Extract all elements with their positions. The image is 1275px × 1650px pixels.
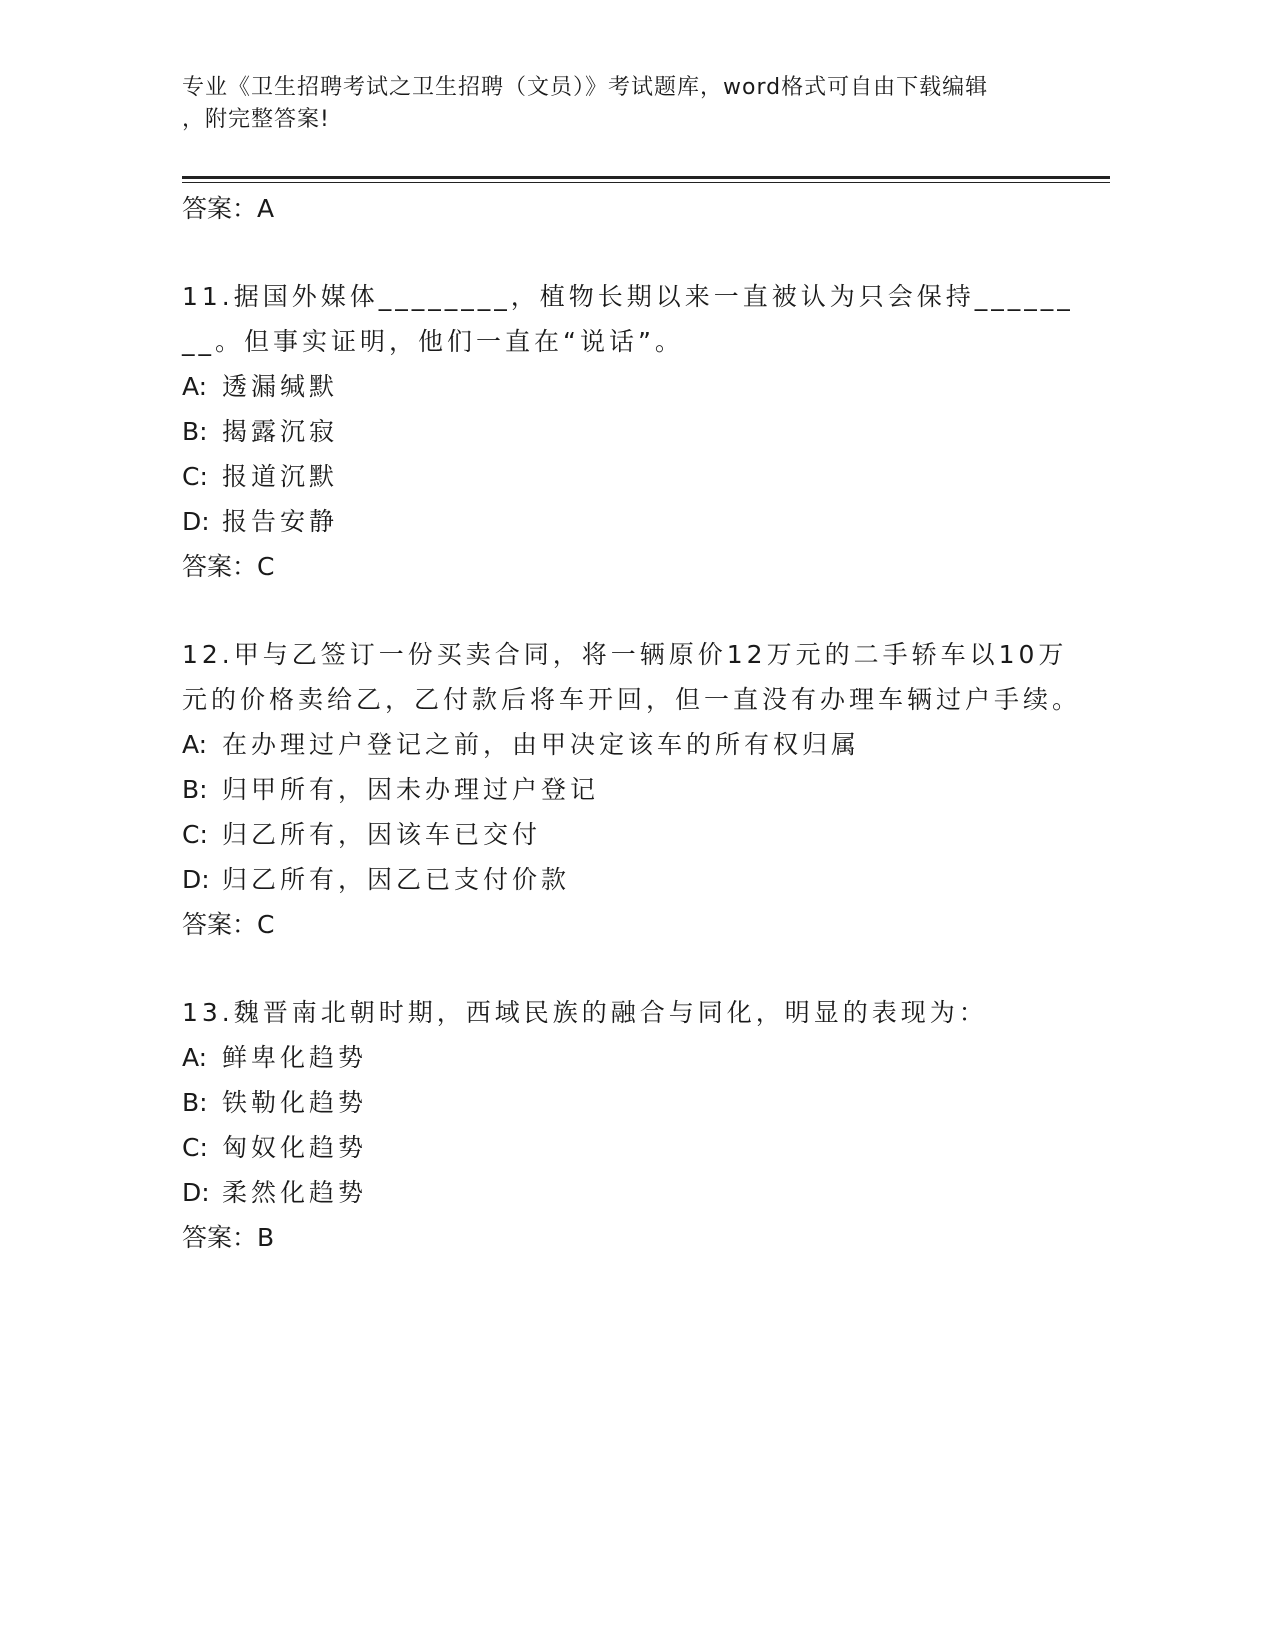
answer-line: 答案：C (182, 910, 275, 939)
option-letter: C: (182, 820, 208, 849)
option-text: 铁勒化趋势 (222, 1088, 368, 1117)
option-text: 匈奴化趋势 (222, 1133, 368, 1162)
question-list (182, 186, 1082, 1261)
question-13 (182, 990, 1082, 1261)
option-text: 归甲所有，因未办理过户登记 (222, 775, 600, 804)
option-letter: D: (182, 1178, 210, 1207)
option-text: 报道沉默 (222, 462, 339, 491)
option-a (182, 722, 1082, 767)
option-text: 揭露沉寂 (222, 417, 339, 446)
option-text: 报告安静 (222, 507, 339, 536)
option-text: 在办理过户登记之前，由甲决定该车的所有权归属 (222, 730, 861, 759)
option-text: 柔然化趋势 (222, 1178, 368, 1207)
option-letter: B: (182, 1088, 208, 1117)
option-b (182, 409, 1082, 454)
option-text: 鲜卑化趋势 (222, 1043, 368, 1072)
option-letter: B: (182, 775, 208, 804)
header-divider-thin (182, 182, 1110, 183)
header-line-2: ，附完整答案! (182, 107, 330, 132)
option-letter: A: (182, 730, 208, 759)
option-c (182, 1125, 1082, 1170)
header-divider-thick (182, 176, 1110, 179)
option-letter: C: (182, 1133, 208, 1162)
option-b (182, 767, 1082, 812)
option-c (182, 454, 1082, 499)
option-b (182, 1080, 1082, 1125)
question-text: 12.甲与乙签订一份买卖合同，将一辆原价12万元的二手轿车以10万元的价格卖给乙，乙付款后将车开回，但一直没有办理车辆过户手续。 (182, 640, 1082, 714)
option-a (182, 364, 1082, 409)
option-text: 归乙所有，因乙已支付价款 (222, 865, 571, 894)
option-letter: D: (182, 507, 210, 536)
question-text: 13.魏晋南北朝时期，西域民族的融合与同化，明显的表现为： (182, 998, 988, 1027)
option-letter: A: (182, 372, 208, 401)
answer-line: 答案：C (182, 552, 275, 581)
option-d (182, 857, 1082, 902)
option-text: 归乙所有，因该车已交付 (222, 820, 542, 849)
question-text: 11.据国外媒体________，植物长期以来一直被认为只会保持________。但事实证明，他们一直在“说话”。 (182, 282, 1074, 356)
question-11 (182, 274, 1082, 590)
option-letter: C: (182, 462, 208, 491)
previous-answer: 答案：A (182, 194, 275, 223)
option-letter: B: (182, 417, 208, 446)
option-c (182, 812, 1082, 857)
document-header (182, 72, 1062, 136)
option-d (182, 1170, 1082, 1215)
option-text: 透漏缄默 (222, 372, 339, 401)
header-line-1: 专业《卫生招聘考试之卫生招聘（文员）》考试题库，word格式可自由下载编辑 (182, 75, 989, 100)
option-a (182, 1035, 1082, 1080)
option-letter: D: (182, 865, 210, 894)
option-letter: A: (182, 1043, 208, 1072)
question-12 (182, 632, 1082, 948)
answer-line: 答案：B (182, 1223, 275, 1252)
option-d (182, 499, 1082, 544)
